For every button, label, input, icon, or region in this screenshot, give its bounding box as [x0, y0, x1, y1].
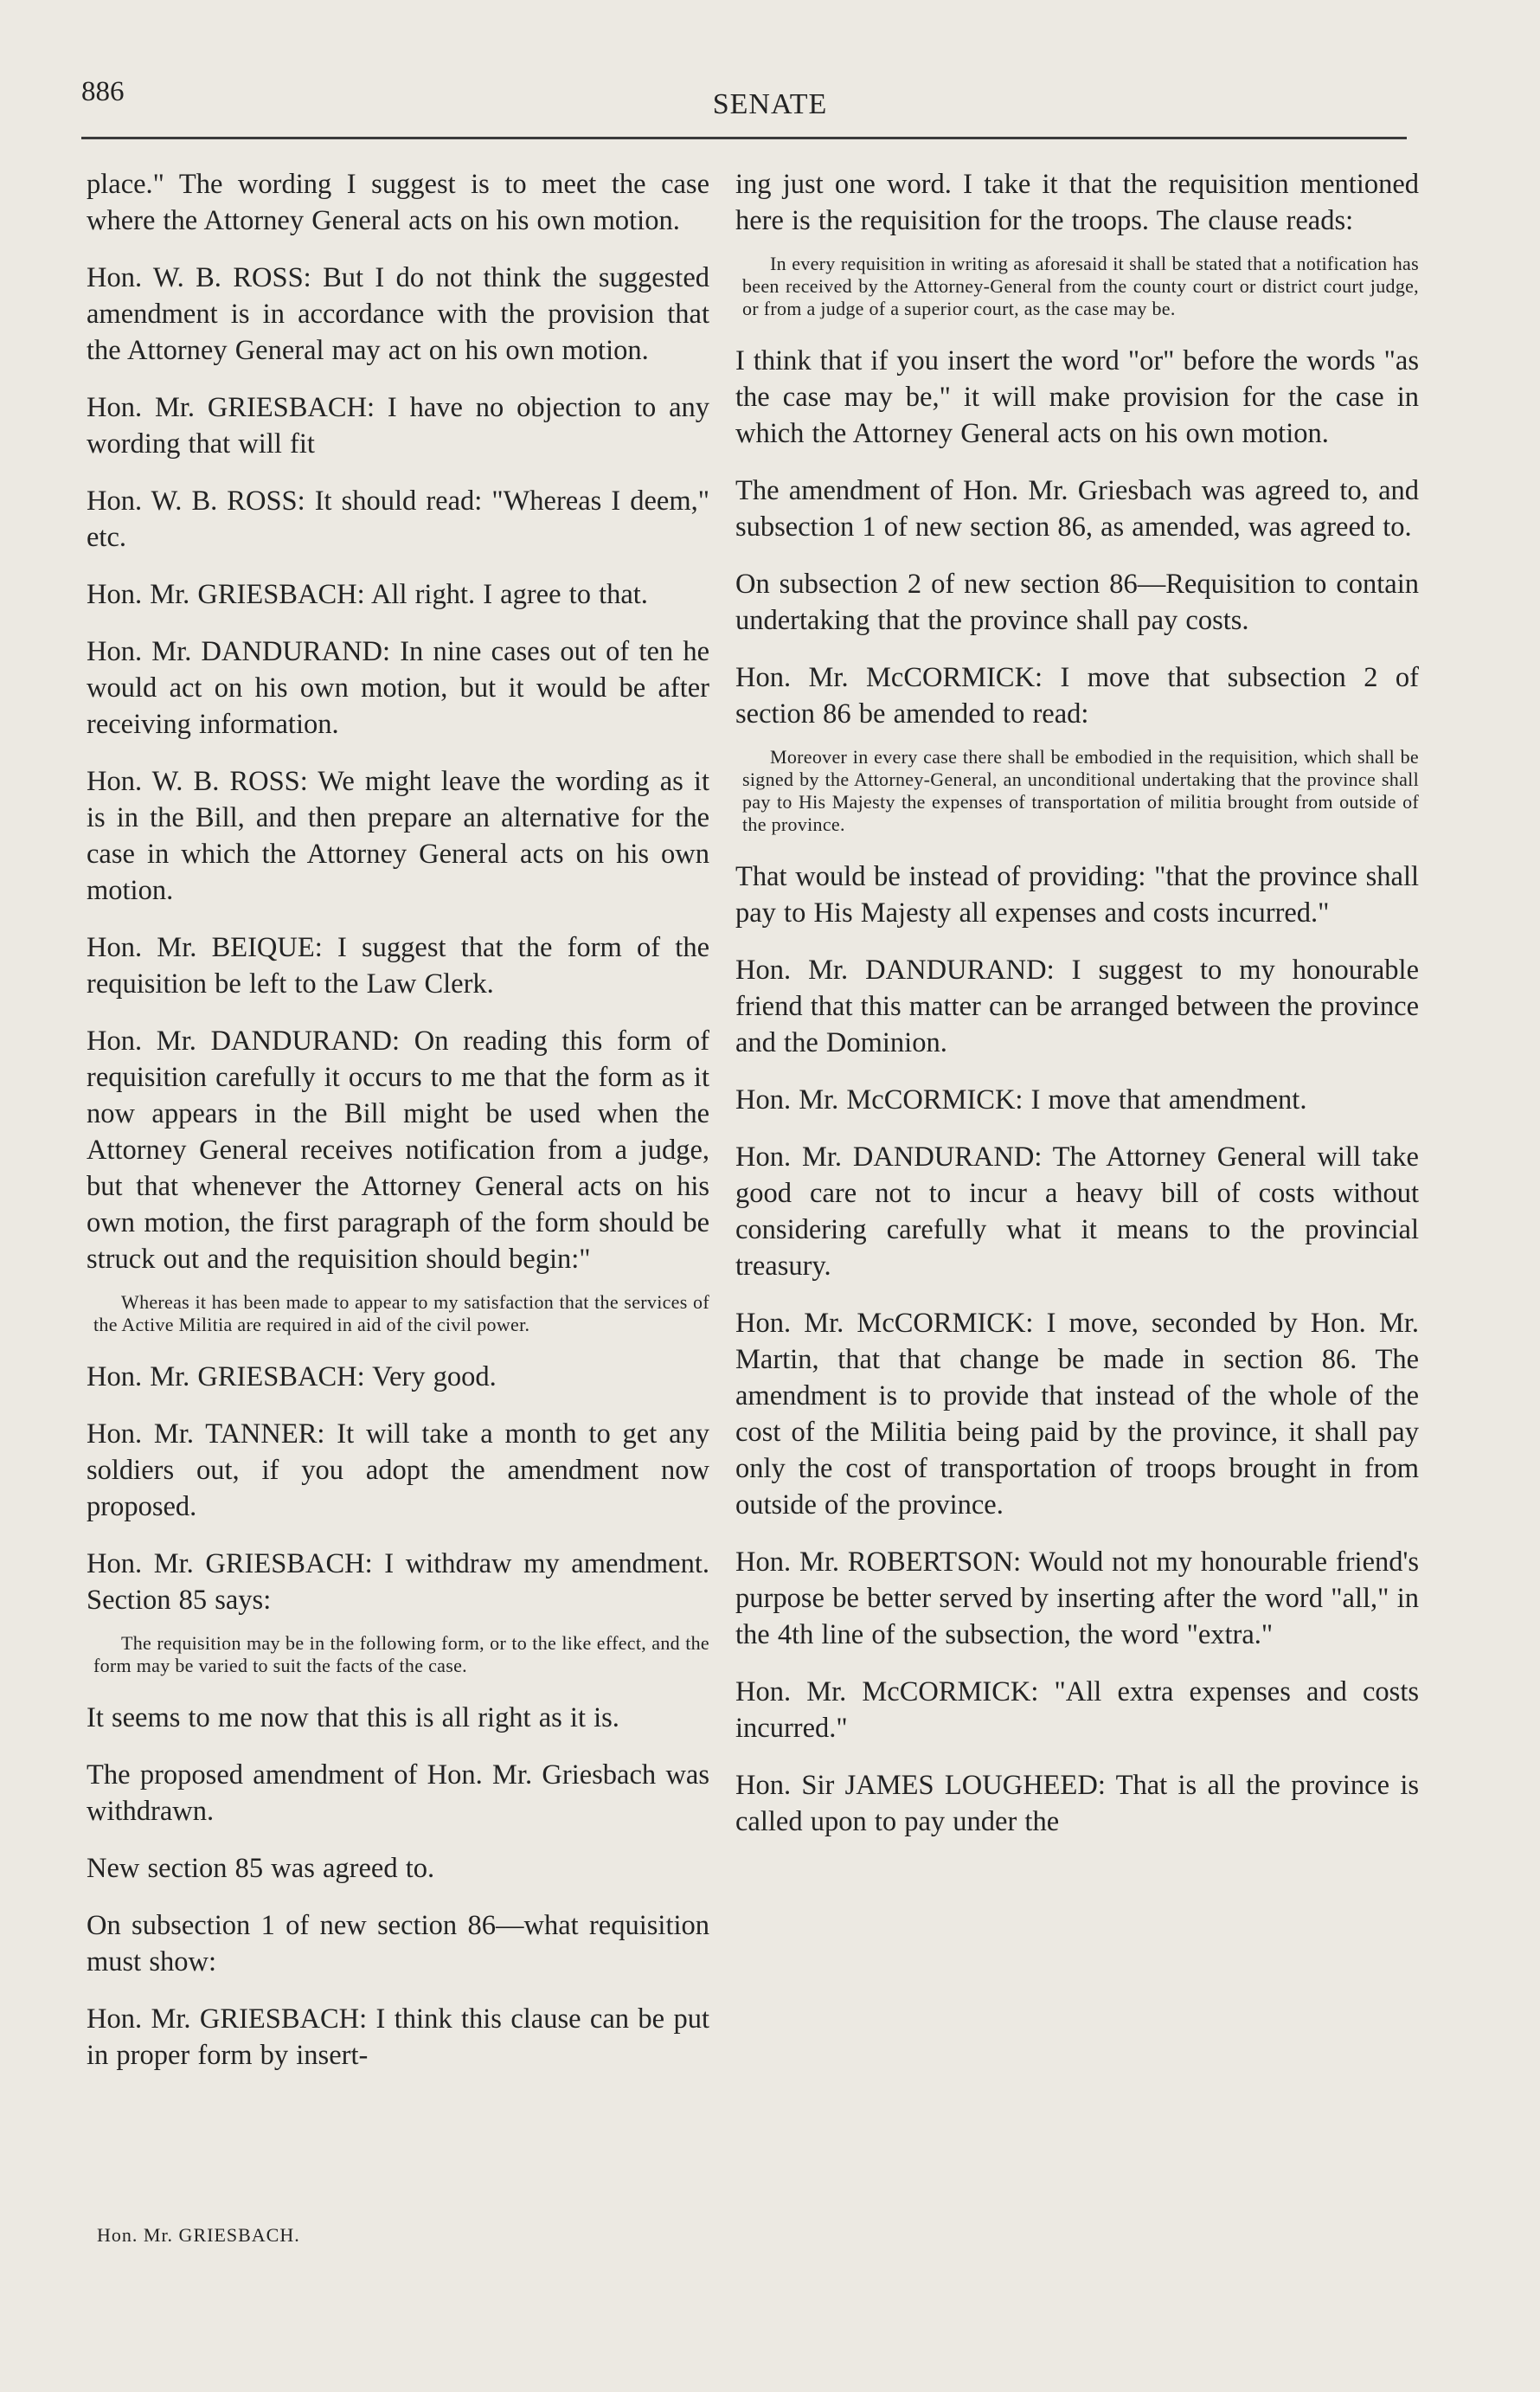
- footer-running-name: Hon. Mr. GRIESBACH.: [97, 2224, 300, 2246]
- paragraph: Hon. Mr. GRIESBACH: I withdraw my amendment. Section 85 says:: [87, 1548, 709, 1616]
- paragraph: Hon. Mr. BEIQUE: I suggest that the form of the requisition be left to the Law Clerk.: [87, 932, 709, 1000]
- paragraph: Hon. Mr. McCORMICK: I move that amendment.: [735, 1084, 1307, 1116]
- right-column: [735, 166, 1419, 1861]
- paragraph: New section 85 was agreed to.: [87, 1853, 435, 1884]
- paragraph: Hon. Mr. GRIESBACH: I think this clause can be put in proper form by insert-: [87, 2003, 709, 2071]
- paragraph: On subsection 1 of new section 86—what requisition must show:: [87, 1910, 709, 1977]
- paragraph: Hon. Mr. DANDURAND: In nine cases out of ten he would act on his own motion, but it would be after receiving information.: [87, 636, 709, 740]
- paragraph: Hon. W. B. ROSS: But I do not think the suggested amendment is in accordance with the provision that the Attorney General may act on his own motion.: [87, 262, 709, 366]
- page-header: [0, 0, 1540, 164]
- paragraph: Hon. Mr. McCORMICK: "All extra expenses and costs incurred.": [735, 1676, 1419, 1744]
- paragraph: I think that if you insert the word "or" before the words "as the case may be," it will make provision for the case in which the Attorney General acts on his own motion.: [735, 345, 1419, 449]
- quoted-clause: In every requisition in writing as aforesaid it shall be stated that a notification has been received by the Attorney-General from the county court or district court judge, or from a judge of a superior court, as the case may be.: [742, 253, 1419, 319]
- paragraph: Hon. Mr. GRIESBACH: All right. I agree to that.: [87, 579, 648, 610]
- paragraph: Hon. Mr. GRIESBACH: Very good.: [87, 1361, 497, 1392]
- paragraph: The amendment of Hon. Mr. Griesbach was agreed to, and subsection 1 of new section 86, as amended, was agreed to.: [735, 475, 1419, 543]
- paragraph: place." The wording I suggest is to meet the case where the Attorney General acts on his own motion.: [87, 169, 709, 236]
- paragraph: It seems to me now that this is all right as it is.: [87, 1702, 619, 1733]
- page-title: SENATE: [712, 88, 828, 120]
- paragraph: Hon. W. B. ROSS: It should read: "Whereas I deem," etc.: [87, 485, 709, 553]
- paragraph: Hon. W. B. ROSS: We might leave the wording as it is in the Bill, and then prepare an alternative for the case in which the Attorney General acts on his own motion.: [87, 766, 709, 906]
- paragraph: Hon. Mr. ROBERTSON: Would not my honourable friend's purpose be better served by inserting after the word "all," in the 4th line of the subsection, the word "extra.": [735, 1546, 1419, 1650]
- paragraph: Hon. Sir JAMES LOUGHEED: That is all the province is called upon to pay under the: [735, 1770, 1419, 1837]
- paragraph: Hon. Mr. GRIESBACH: I have no objection to any wording that will fit: [87, 392, 709, 460]
- paragraph: On subsection 2 of new section 86—Requisition to contain undertaking that the province shall pay costs.: [735, 569, 1419, 636]
- paragraph: Hon. Mr. McCORMICK: I move that subsection 2 of section 86 be amended to read:: [735, 662, 1419, 730]
- paragraph: Hon. Mr. DANDURAND: I suggest to my honourable friend that this matter can be arranged between the province and the Dominion.: [735, 955, 1419, 1058]
- paragraph: That would be instead of providing: "that the province shall pay to His Majesty all expenses and costs incurred.": [735, 861, 1419, 929]
- header-rule: [81, 137, 1407, 139]
- paragraph: The proposed amendment of Hon. Mr. Griesbach was withdrawn.: [87, 1759, 709, 1827]
- quoted-clause: Moreover in every case there shall be embodied in the requisition, which shall be signed by the Attorney-General, an unconditional undertaking that the province shall pay to His Majesty the expenses of transportation of militia brought from outside of the province.: [742, 746, 1419, 835]
- quoted-clause: Whereas it has been made to appear to my satisfaction that the services of the Active Militia are required in aid of the civil power.: [93, 1291, 709, 1335]
- paragraph: Hon. Mr. McCORMICK: I move, seconded by Hon. Mr. Martin, that that change be made in section 86. The amendment is to provide that instead of the whole of the cost of the Militia being paid by the province, it shall pay only the cost of transportation of troops brought in from outside of the province.: [735, 1308, 1419, 1521]
- paragraph: ing just one word. I take it that the requisition mentioned here is the requisition for the troops. The clause reads:: [735, 169, 1419, 236]
- paragraph: Hon. Mr. DANDURAND: The Attorney General will take good care not to incur a heavy bill of costs without considering carefully what it means to the provincial treasury.: [735, 1141, 1419, 1282]
- paragraph: Hon. Mr. TANNER: It will take a month to get any soldiers out, if you adopt the amendment now proposed.: [87, 1418, 709, 1522]
- left-column: [87, 166, 709, 2094]
- quoted-clause: The requisition may be in the following form, or to the like effect, and the form may be varied to suit the facts of the case.: [93, 1632, 709, 1676]
- page-number: 886: [81, 76, 125, 107]
- paragraph: Hon. Mr. DANDURAND: On reading this form of requisition carefully it occurs to me that the form as it now appears in the Bill might be used when the Attorney General receives notification from a judge, but that whenever the Attorney General acts on his own motion, the first paragraph of the form should be struck out and the requisition should begin:": [87, 1026, 709, 1275]
